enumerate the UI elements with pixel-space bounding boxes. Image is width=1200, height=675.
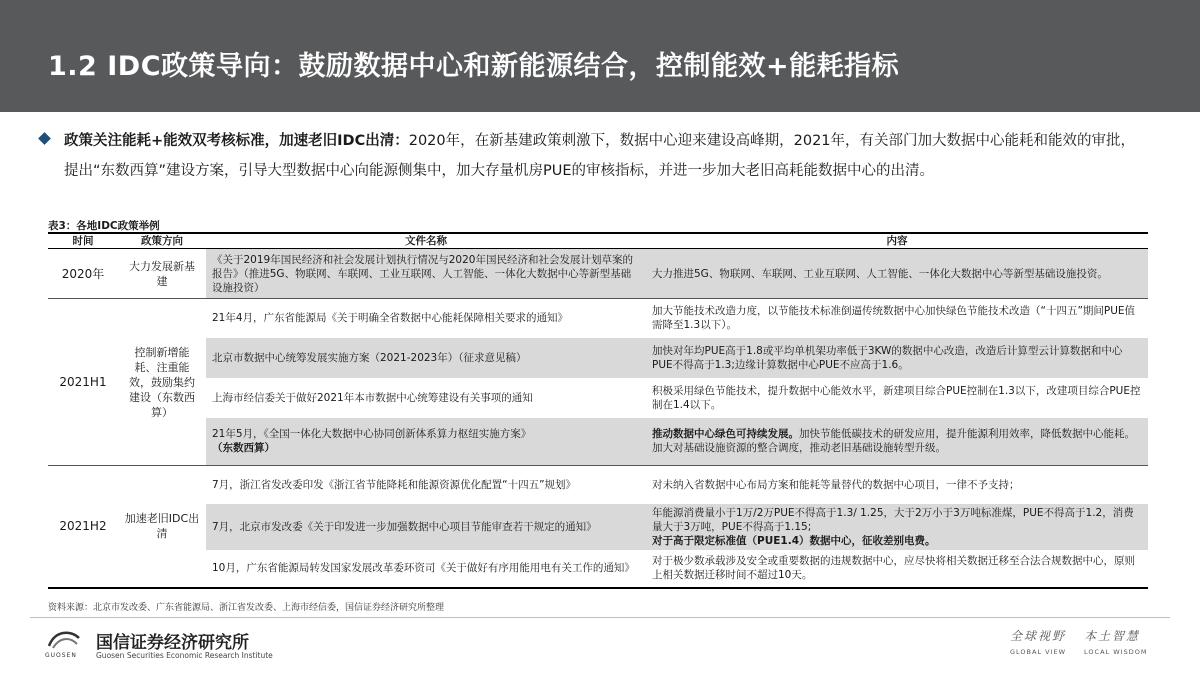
- time-cell: 2020年: [48, 249, 118, 299]
- document-cell: 7月，浙江省发改委印发《浙江省节能降耗和能源资源优化配置“十四五”规划》: [212, 478, 577, 491]
- document-cell: [206, 418, 646, 466]
- content-cell: 加大节能技术改造力度，以节能技术标准倒逼传统数据中心加快绿色节能技术改造（“十四五”期间PUE值需降至1.3以下）。: [652, 305, 1136, 332]
- table-row: [48, 466, 1148, 504]
- slogan-en-2: LOCAL WISDOM: [1084, 648, 1148, 656]
- page-title: 1.2 IDC政策导向：鼓励数据中心和新能源结合，控制能效+能耗指标: [48, 51, 900, 82]
- header-time: 时间: [48, 234, 118, 249]
- direction-cell: 加速老旧IDC出清: [118, 466, 206, 588]
- intro-text: [40, 126, 1140, 186]
- content-text: 加快节能低碳技术的研发应用，提升能源利用效率，降低数据中心能耗。加大对基础设施资源的整合调度，推动老旧基础设施转型升级。: [652, 428, 1135, 455]
- table-row: [48, 418, 1148, 466]
- content-cell: 大力推进5G、物联网、车联网、工业互联网、人工智能、一体化大数据中心等新型基础设施投资。: [646, 249, 1148, 299]
- title-banner: [0, 0, 1200, 112]
- content-text: 年能源消费量小于1万/2万PUE不得高于1.3/ 1.25，大于2万小于3万吨标准煤，PUE不得高于1.2，消费量大于3万吨，PUE不得高于1.15;: [652, 506, 1134, 533]
- table-row: [48, 299, 1148, 338]
- document-bold-text: （东数西算）: [212, 442, 275, 455]
- document-text: 21年5月，《全国一体化大数据中心协同创新体系算力枢纽实施方案》: [212, 428, 532, 441]
- slogan-en: [1010, 648, 1165, 656]
- table-header-row: [48, 234, 1148, 249]
- source-note: 资料来源：北京市发改委、广东省能源局、浙江省发改委、上海市经信委，国信证券经济研究所整理: [48, 603, 445, 613]
- content-cell: 对于极少数承载涉及安全或重要数据的违规数据中心，应尽快将相关数据迁移至合法合规数据中心，原则上相关数据迁移时间不超过10天。: [646, 550, 1148, 588]
- table-row: [48, 550, 1148, 588]
- content-cell: 积极采用绿色节能技术，提升数据中心能效水平，新建项目综合PUE控制在1.3以下，改建项目综合PUE控制在1.4以下。: [652, 384, 1141, 411]
- slogan-en-1: GLOBAL VIEW: [1010, 648, 1067, 656]
- header-document: 文件名称: [206, 234, 646, 249]
- document-cell: 上海市经信委关于做好2021年本市数据中心统筹建设有关事项的通知: [212, 391, 533, 404]
- content-bold-text: 对于高于限定标准值（PUE1.4）数据中心，征收差别电费。: [652, 534, 936, 547]
- document-cell: 北京市数据中心统筹发展实施方案（2021-2023年）（征求意见稿）: [206, 338, 646, 378]
- time-cell: 2021H2: [48, 466, 118, 588]
- intro-lead: 政策关注能耗+能效双考核标准，加速老旧IDC出清：: [64, 133, 409, 149]
- table-row: [48, 338, 1148, 378]
- guosen-logo-icon: [45, 628, 83, 650]
- document-cell: 7月，北京市发改委《关于印发进一步加强数据中心项目节能审查若干规定的通知》: [206, 504, 646, 550]
- header-direction: 政策方向: [118, 234, 206, 249]
- content-cell: 加快对年均PUE高于1.8或平均单机架功率低于3KW的数据中心改造，改造后计算型云计算数据和中心PUE不得高于1.3;边缘计算数据中心PUE不应高于1.6。: [646, 338, 1148, 378]
- table-row: [48, 249, 1148, 299]
- company-name-en: Guosen Securities Economic Research Institute: [96, 651, 273, 660]
- content-cell: [646, 418, 1148, 466]
- slogan-cn-1: 全球视野: [1010, 629, 1067, 643]
- intro-body: 2020年，在新基建政策刺激下，数据中心迎来建设高峰期，2021年，有关部门加大数据中心能耗和能效的审批，提出“东数西算”建设方案，引导大型数据中心向能源侧集中，加大存量机房PUE的审核指标，并进一步加大老旧高耗能数据中心的出清。: [64, 133, 1136, 179]
- content-cell: [646, 504, 1148, 550]
- intro-paragraph: [40, 126, 1140, 186]
- policy-table: [48, 219, 1148, 589]
- company-name: 国信证券经济研究所: [96, 633, 249, 653]
- direction-cell: 大力发展新基建: [118, 249, 206, 299]
- document-cell: 10月，广东省能源局转发国家发展改革委环资司《关于做好有序用能用电有关工作的通知》: [206, 550, 646, 588]
- slogan-cn-2: 本土智慧: [1084, 629, 1141, 643]
- content-bold-text: 推动数据中心绿色可持续发展。: [652, 428, 799, 441]
- table-caption: 表3：各地IDC政策举例: [48, 219, 1148, 234]
- content-cell: 对未纳入省数据中心布局方案和能耗等量替代的数据中心项目，一律不予支持；: [652, 478, 1020, 491]
- logo-text: GUOSEN: [45, 652, 77, 659]
- table-row: [48, 504, 1148, 550]
- document-cell: 21年4月，广东省能源局《关于明确全省数据中心能耗保障相关要求的通知》: [212, 312, 569, 325]
- time-cell: 2021H1: [48, 299, 118, 466]
- table-row: [48, 378, 1148, 418]
- slogan-cn: [1010, 627, 1158, 644]
- footer-divider: [30, 617, 1170, 618]
- document-cell: 《关于2019年国民经济和社会发展计划执行情况与2020年国民经济和社会发展计划草案的报告》（推进5G、物联网、车联网、工业互联网、人工智能、一体化大数据中心等新型基础设施投资）: [206, 249, 646, 299]
- header-content: 内容: [646, 234, 1148, 249]
- policy-table-grid: [48, 234, 1148, 589]
- direction-cell: 控制新增能耗、注重能效，鼓励集约建设（东数西算）: [118, 299, 206, 466]
